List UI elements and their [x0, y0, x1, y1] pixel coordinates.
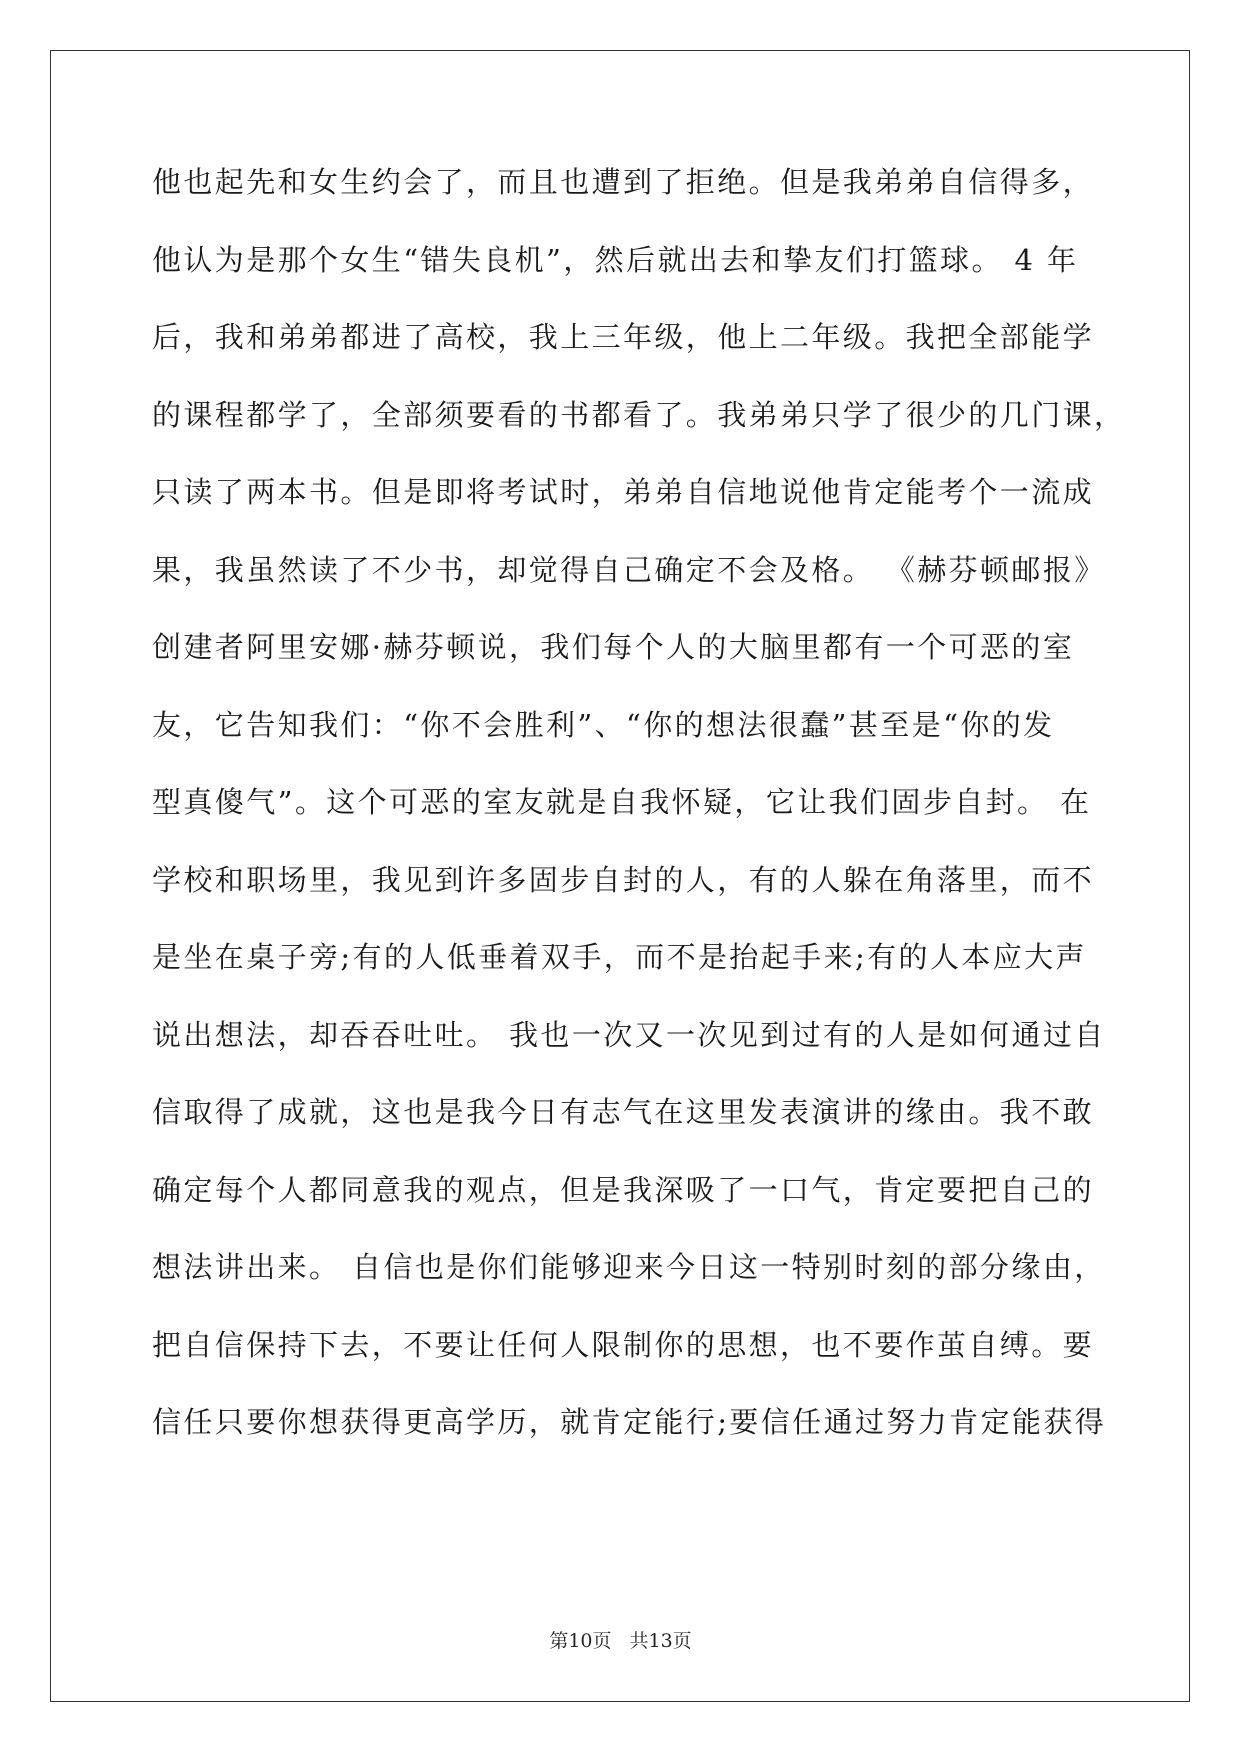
body-line: 的课程都学了，全部须要看的书都看了。我弟弟只学了很少的几门课， [152, 397, 1126, 432]
body-line: 创建者阿里安娜·赫芬顿说，我们每个人的大脑里都有一个可恶的室 [152, 630, 1075, 664]
body-line: 他也起先和女生约会了，而且也遭到了拒绝。但是我弟弟自信得多， [152, 165, 1095, 199]
body-line: 把自信保持下去，不要让任何人限制你的思想，也不要作茧自缚。要 [152, 1327, 1095, 1362]
body-line: 果，我虽然读了不少书，却觉得自己确定不会及格。 《赫芬顿邮报》 [152, 552, 1106, 587]
body-line: 学校和职场里，我见到许多固步自封的人，有的人躲在角落里，而不 [152, 862, 1095, 897]
body-line: 说出想法，却吞吞吐吐。 我也一次又一次见到过有的人是如何通过自 [152, 1017, 1106, 1052]
body-line: 是坐在桌子旁;有的人低垂着双手，而不是抬起手来;有的人本应大声 [152, 940, 1087, 974]
page-footer [0, 1626, 1241, 1653]
body-line: 确定每个人都同意我的观点，但是我深吸了一口气，肯定要把自己的 [152, 1172, 1095, 1207]
page-total: 共13页 [629, 1630, 692, 1652]
body-line: 他认为是那个女生“错失良机”，然后就出去和挚友们打篮球。 4 年 [152, 242, 1079, 277]
body-line: 信取得了成就，这也是我今日有志气在这里发表演讲的缘由。我不敢 [152, 1095, 1095, 1129]
body-line: 后，我和弟弟都进了高校，我上三年级，他上二年级。我把全部能学 [152, 320, 1095, 354]
body-line: 友，它告知我们：“你不会胜利”、“你的想法很蠢”甚至是“你的发 [152, 707, 1055, 742]
body-line: 想法讲出来。 自信也是你们能够迎来今日这一特别时刻的部分缘由， [152, 1250, 1106, 1284]
page-number: 第10页 [549, 1630, 612, 1652]
document-body [152, 152, 1126, 1470]
body-line: 只读了两本书。但是即将考试时，弟弟自信地说他肯定能考个一流成 [152, 475, 1095, 509]
body-line: 信任只要你想获得更高学历，就肯定能行;要信任通过努力肯定能获得 [152, 1405, 1107, 1439]
body-line: 型真傻气”。这个可恶的室友就是自我怀疑，它让我们固步自封。 在 [152, 785, 1092, 819]
